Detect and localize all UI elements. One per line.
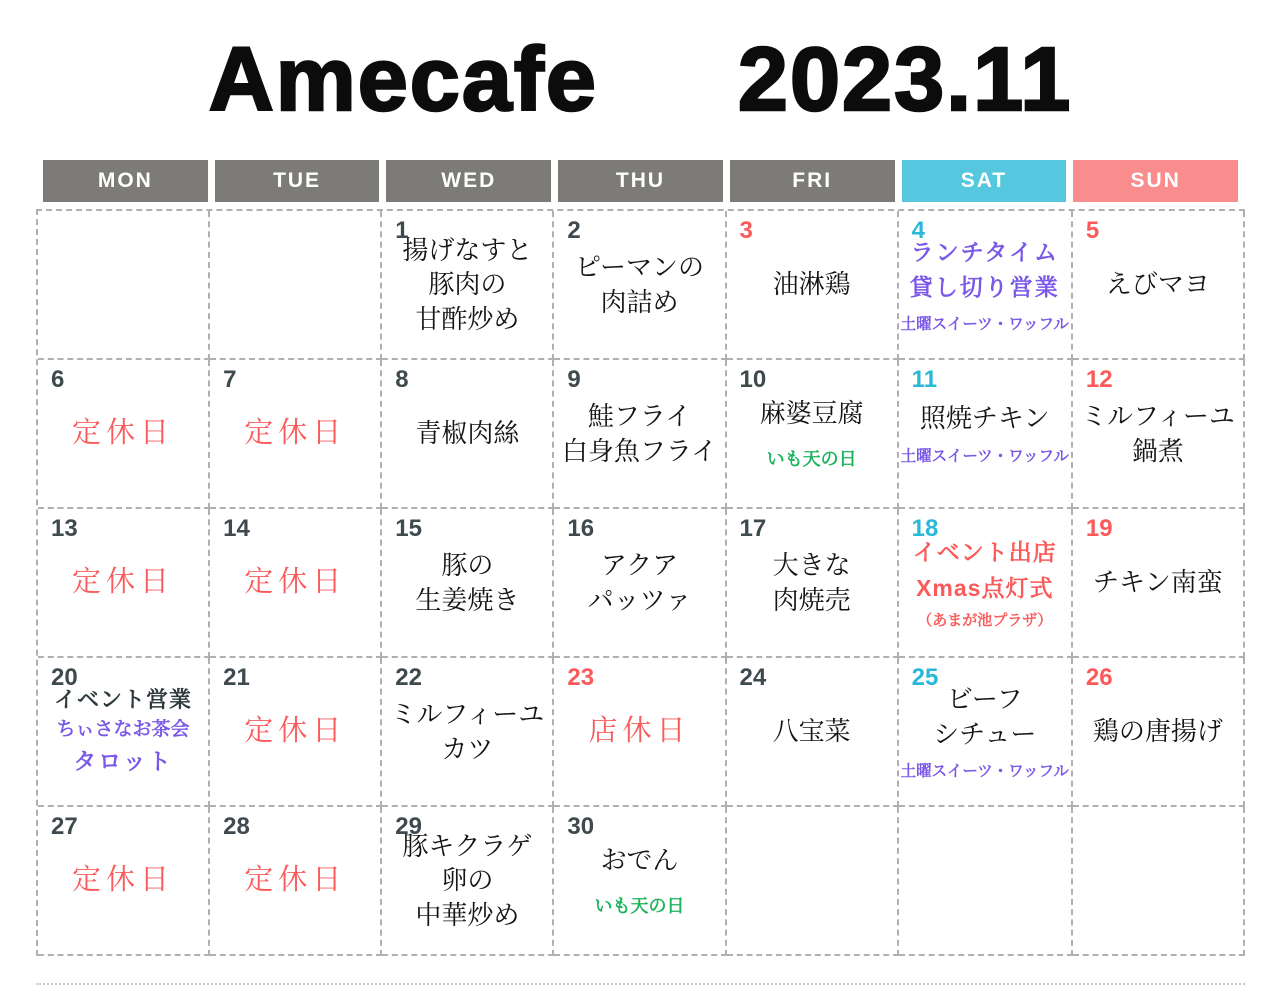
day-number: 23 [567, 664, 595, 691]
day-number: 28 [223, 813, 250, 840]
day-number: 27 [51, 813, 78, 840]
menu-item: 麻婆豆腐 [759, 397, 864, 428]
day-cell-empty [899, 807, 1073, 956]
weekday-header-wed: WED [386, 160, 551, 202]
day-number: 1 [395, 217, 409, 244]
day-cell-25 [899, 658, 1073, 807]
menu-item: 白身魚フライ [561, 435, 718, 466]
day-number: 10 [739, 366, 767, 393]
day-cell-21 [210, 658, 382, 807]
menu-item: アクア [600, 550, 679, 581]
day-number: 6 [51, 366, 65, 393]
menu-item: 揚げなすと [402, 235, 533, 266]
day-number: 13 [51, 515, 78, 542]
calendar-grid [36, 209, 1245, 956]
day-cell-empty [210, 211, 382, 360]
menu-item: 中華炒め [415, 899, 520, 930]
menu-item: 照焼チキン [919, 403, 1050, 434]
day-number: 3 [739, 217, 753, 244]
day-number: 2 [567, 217, 581, 244]
day-cell-15 [382, 509, 554, 658]
potato-tempura-note: いも天の日 [594, 896, 685, 917]
menu-item: 生姜焼き [415, 584, 520, 615]
day-number: 18 [911, 515, 939, 542]
day-cell-11 [899, 360, 1073, 509]
day-cell-5 [1073, 211, 1245, 360]
day-number: 8 [395, 366, 409, 393]
day-number: 30 [567, 813, 595, 840]
day-number: 7 [223, 366, 237, 393]
weekday-header-thu: THU [558, 160, 723, 202]
event-label: イベント営業 [54, 687, 193, 713]
menu-item: カツ [441, 733, 494, 764]
menu-item: 肉焼売 [772, 584, 851, 615]
menu-item: 鮭フライ [587, 401, 692, 432]
day-cell-7 [210, 360, 382, 509]
day-number: 29 [395, 813, 422, 840]
menu-item: パッツァ [587, 584, 692, 615]
weekday-header-row [43, 160, 1238, 202]
day-cell-19 [1073, 509, 1245, 658]
saturday-sweets-note: 土曜スイーツ・ワッフル [900, 447, 1069, 465]
day-cell-9 [554, 360, 726, 509]
day-number: 11 [911, 366, 938, 393]
brand-title: Amecafe [208, 30, 598, 130]
closed-day-label: 店休日 [588, 715, 691, 748]
day-cell-1 [382, 211, 554, 360]
day-cell-16 [554, 509, 726, 658]
day-cell-14 [210, 509, 382, 658]
day-cell-26 [1073, 658, 1245, 807]
menu-item: チキン南蛮 [1093, 567, 1223, 598]
day-cell-8 [382, 360, 554, 509]
menu-item: 大きな [772, 550, 851, 581]
day-cell-18 [899, 509, 1073, 658]
menu-item: 豚肉の [428, 269, 507, 300]
day-cell-6 [38, 360, 210, 509]
month-title: 2023.11 [737, 30, 1073, 130]
menu-item: 八宝菜 [772, 716, 851, 747]
closed-day-label: 定休日 [244, 417, 347, 450]
menu-item: ビーフ [946, 684, 1023, 715]
day-cell-30 [554, 807, 726, 956]
menu-item: 鍋煮 [1131, 435, 1184, 466]
day-number: 15 [395, 515, 422, 542]
potato-tempura-note: いも天の日 [766, 449, 857, 470]
weekday-header-tue: TUE [215, 160, 380, 202]
weekday-header-fri: FRI [730, 160, 895, 202]
day-number: 21 [223, 664, 250, 691]
event-label: イベント出店 [912, 539, 1057, 566]
menu-item: えびマヨ [1105, 269, 1210, 300]
menu-item: ミルフィーユ [1080, 401, 1235, 432]
closed-day-label: 定休日 [244, 864, 347, 897]
day-number: 26 [1085, 664, 1113, 691]
weekday-header-mon: MON [43, 160, 208, 202]
day-cell-2 [554, 211, 726, 360]
weekday-header-sun: SUN [1073, 160, 1238, 202]
day-number: 20 [51, 664, 78, 691]
menu-item: シチュー [933, 718, 1037, 749]
day-cell-17 [727, 509, 899, 658]
event-label: 貸し切り営業 [909, 273, 1060, 300]
day-number: 24 [739, 664, 767, 691]
day-cell-empty [38, 211, 210, 360]
menu-item: おでん [600, 844, 679, 875]
day-cell-27 [38, 807, 210, 956]
day-number: 4 [911, 217, 926, 244]
menu-item: ピーマンの [574, 252, 704, 283]
menu-item: 青椒肉絲 [415, 418, 520, 449]
saturday-sweets-note: 土曜スイーツ・ワッフル [900, 762, 1069, 780]
day-number: 5 [1085, 217, 1100, 244]
menu-item: 鶏の唐揚げ [1092, 716, 1223, 747]
menu-item: ミルフィーユ [390, 699, 545, 730]
day-number: 14 [223, 515, 250, 542]
day-cell-13 [38, 509, 210, 658]
closed-day-label: 定休日 [72, 417, 175, 450]
page-title [0, 16, 1281, 144]
day-cell-28 [210, 807, 382, 956]
closed-day-label: 定休日 [244, 715, 347, 748]
day-cell-20 [38, 658, 210, 807]
day-number: 25 [911, 664, 939, 691]
weekday-header-sat: SAT [902, 160, 1067, 202]
menu-item: 卵の [441, 865, 494, 896]
menu-item: 豚の [441, 550, 494, 581]
day-cell-4 [899, 211, 1073, 360]
event-venue-note: （あまが池プラザ） [917, 611, 1053, 629]
day-cell-10 [727, 360, 899, 509]
menu-item: 油淋鶏 [772, 269, 851, 300]
day-number: 22 [395, 664, 422, 691]
event-label: タロット [73, 748, 173, 775]
day-cell-empty [727, 807, 899, 956]
day-cell-3 [727, 211, 899, 360]
day-cell-empty [1073, 807, 1245, 956]
day-cell-12 [1073, 360, 1245, 509]
menu-item: 豚キクラゲ [402, 831, 533, 862]
saturday-sweets-note: 土曜スイーツ・ワッフル [900, 316, 1069, 333]
day-number: 19 [1085, 515, 1113, 542]
day-cell-24 [727, 658, 899, 807]
event-label: Xmas点灯式 [916, 575, 1054, 601]
event-label: ちぃさなお茶会 [56, 718, 190, 740]
calendar-page [0, 16, 1281, 985]
cropped-next-row-border [36, 983, 1245, 985]
day-cell-23 [554, 658, 726, 807]
day-number: 12 [1085, 366, 1113, 393]
closed-day-label: 定休日 [72, 566, 175, 599]
day-number: 17 [739, 515, 767, 542]
event-label: ランチタイム [910, 239, 1059, 265]
day-number: 9 [567, 366, 581, 393]
day-cell-29 [382, 807, 554, 956]
day-cell-22 [382, 658, 554, 807]
menu-item: 肉詰め [600, 286, 679, 317]
day-number: 16 [567, 515, 595, 542]
closed-day-label: 定休日 [244, 566, 347, 599]
menu-item: 甘酢炒め [415, 303, 520, 334]
closed-day-label: 定休日 [72, 864, 175, 897]
